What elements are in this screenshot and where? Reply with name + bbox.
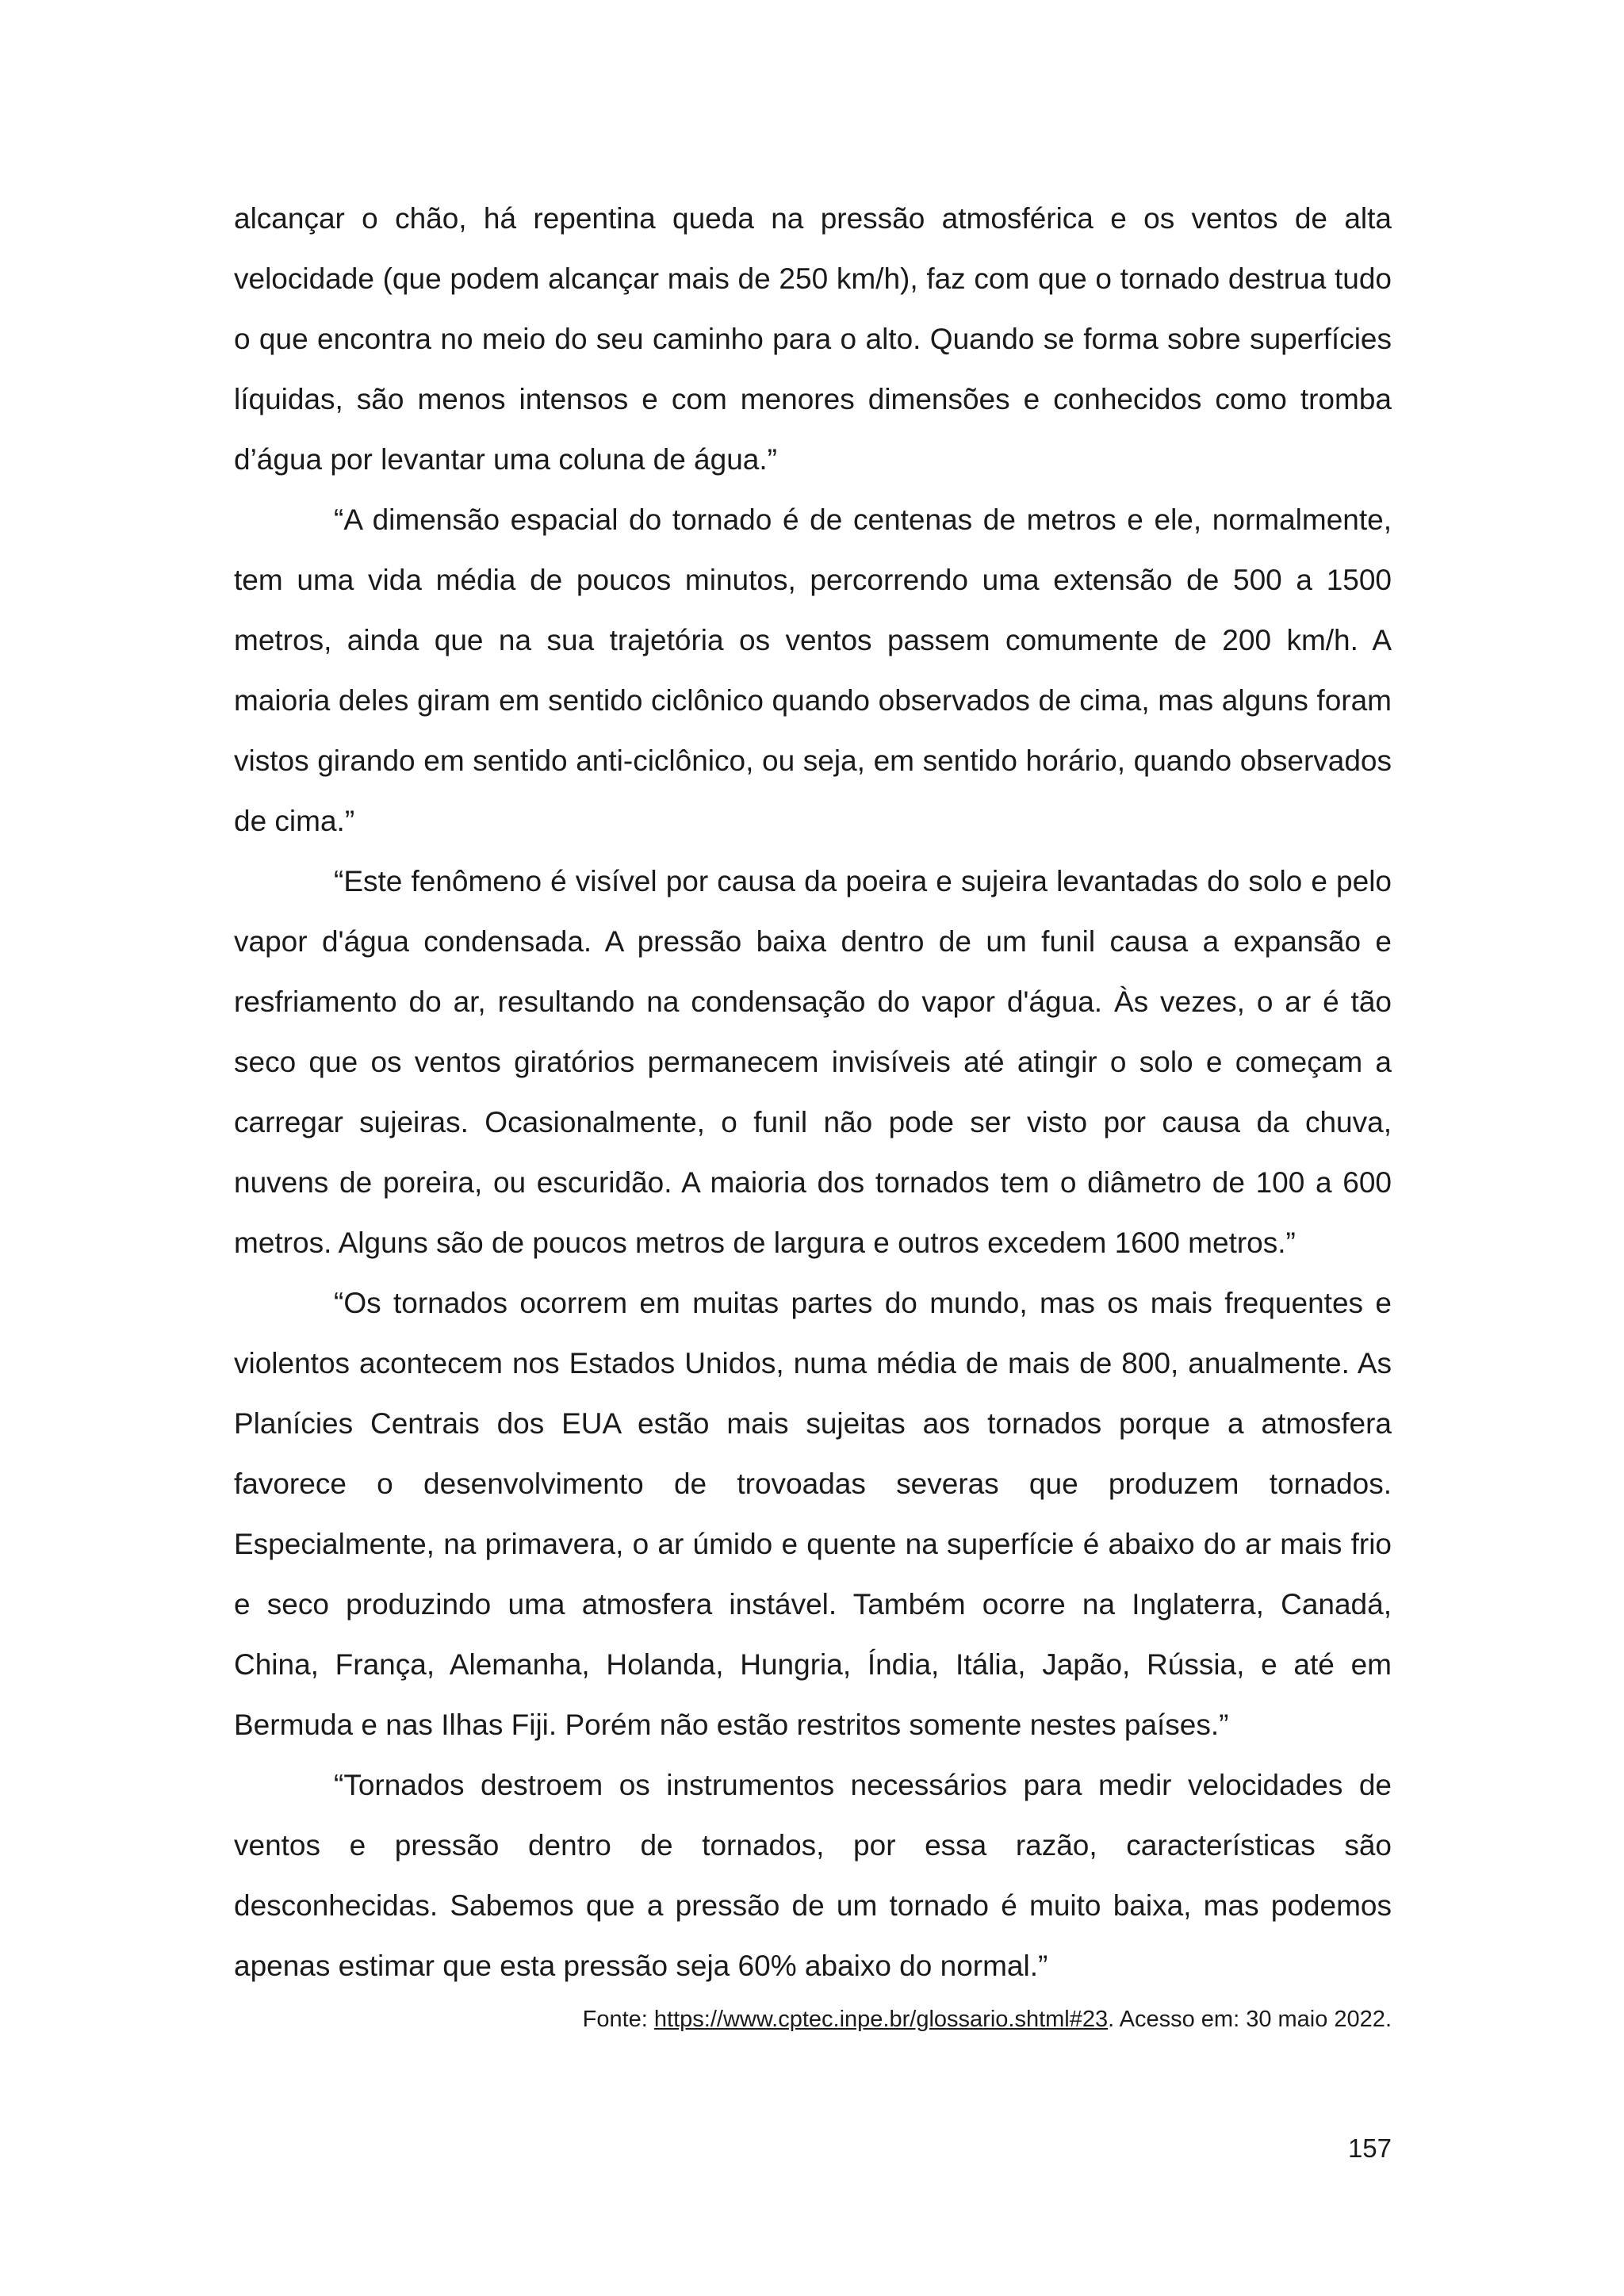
paragraph-continuation: alcançar o chão, há repentina queda na pressão atmosférica e os ventos de alta velocidade (que podem alcançar mais de 250 km/h), faz com que o tornado destrua tudo o que encontra no meio do seu caminho para o alto. Quando se forma sobre superfícies líquidas, são menos intensos e com menores dimensões e conhecidos como tromba d’água por levantar uma coluna de água.” [234, 202, 1392, 476]
source-suffix: . Acesso em: 30 maio 2022. [1108, 2007, 1392, 2032]
document-body [234, 189, 1392, 2039]
source-link[interactable]: https://www.cptec.inpe.br/glossario.shtml#23 [653, 2007, 1109, 2032]
paragraph-tornado-measurement: “Tornados destroem os instrumentos necessários para medir velocidades de ventos e pressão dentro de tornados, por essa razão, características são desconhecidas. Sabemos que a pressão de um tornado é muito baixa, mas podemos apenas estimar que esta pressão seja 60% abaixo do normal.” [234, 1769, 1392, 1982]
paragraph-tornado-dimension: “A dimensão espacial do tornado é de centenas de metros e ele, normalmente, tem uma vida média de poucos minutos, percorrendo uma extensão de 500 a 1500 metros, ainda que na sua trajetória os ventos passem comumente de 200 km/h. A maioria deles giram em sentido ciclônico quando observados de cima, mas alguns foram vistos girando em sentido anti-ciclônico, ou seja, em sentido horário, quando observados de cima.” [234, 503, 1392, 837]
page-number: 157 [1347, 2133, 1392, 2163]
paragraph-tornado-occurrence: “Os tornados ocorrem em muitas partes do mundo, mas os mais frequentes e violentos acontecem nos Estados Unidos, numa média de mais de 800, anualmente. As Planícies Centrais dos EUA estão mais sujeitas aos tornados porque a atmosfera favorece o desenvolvimento de trovoadas severas que produzem tornados. Especialmente, na primavera, o ar úmido e quente na superfície é abaixo do ar mais frio e seco produzindo uma atmosfera instável. Também ocorre na Inglaterra, Canadá, China, França, Alemanha, Holanda, Hungria, Índia, Itália, Japão, Rússia, e até em Bermuda e nas Ilhas Fiji. Porém não estão restritos somente nestes países.” [234, 1287, 1392, 1741]
source-citation [234, 1999, 1392, 2039]
source-prefix: Fonte: [582, 2007, 654, 2032]
paragraph-tornado-visibility: “Este fenômeno é visível por causa da poeira e sujeira levantadas do solo e pelo vapor d'água condensada. A pressão baixa dentro de um funil causa a expansão e resfriamento do ar, resultando na condensação do vapor d'água. Às vezes, o ar é tão seco que os ventos giratórios permanecem invisíveis até atingir o solo e começam a carregar sujeiras. Ocasionalmente, o funil não pode ser visto por causa da chuva, nuvens de poreira, ou escuridão. A maioria dos tornados tem o diâmetro de 100 a 600 metros. Alguns são de poucos metros de largura e outros excedem 1600 metros.” [234, 865, 1392, 1259]
